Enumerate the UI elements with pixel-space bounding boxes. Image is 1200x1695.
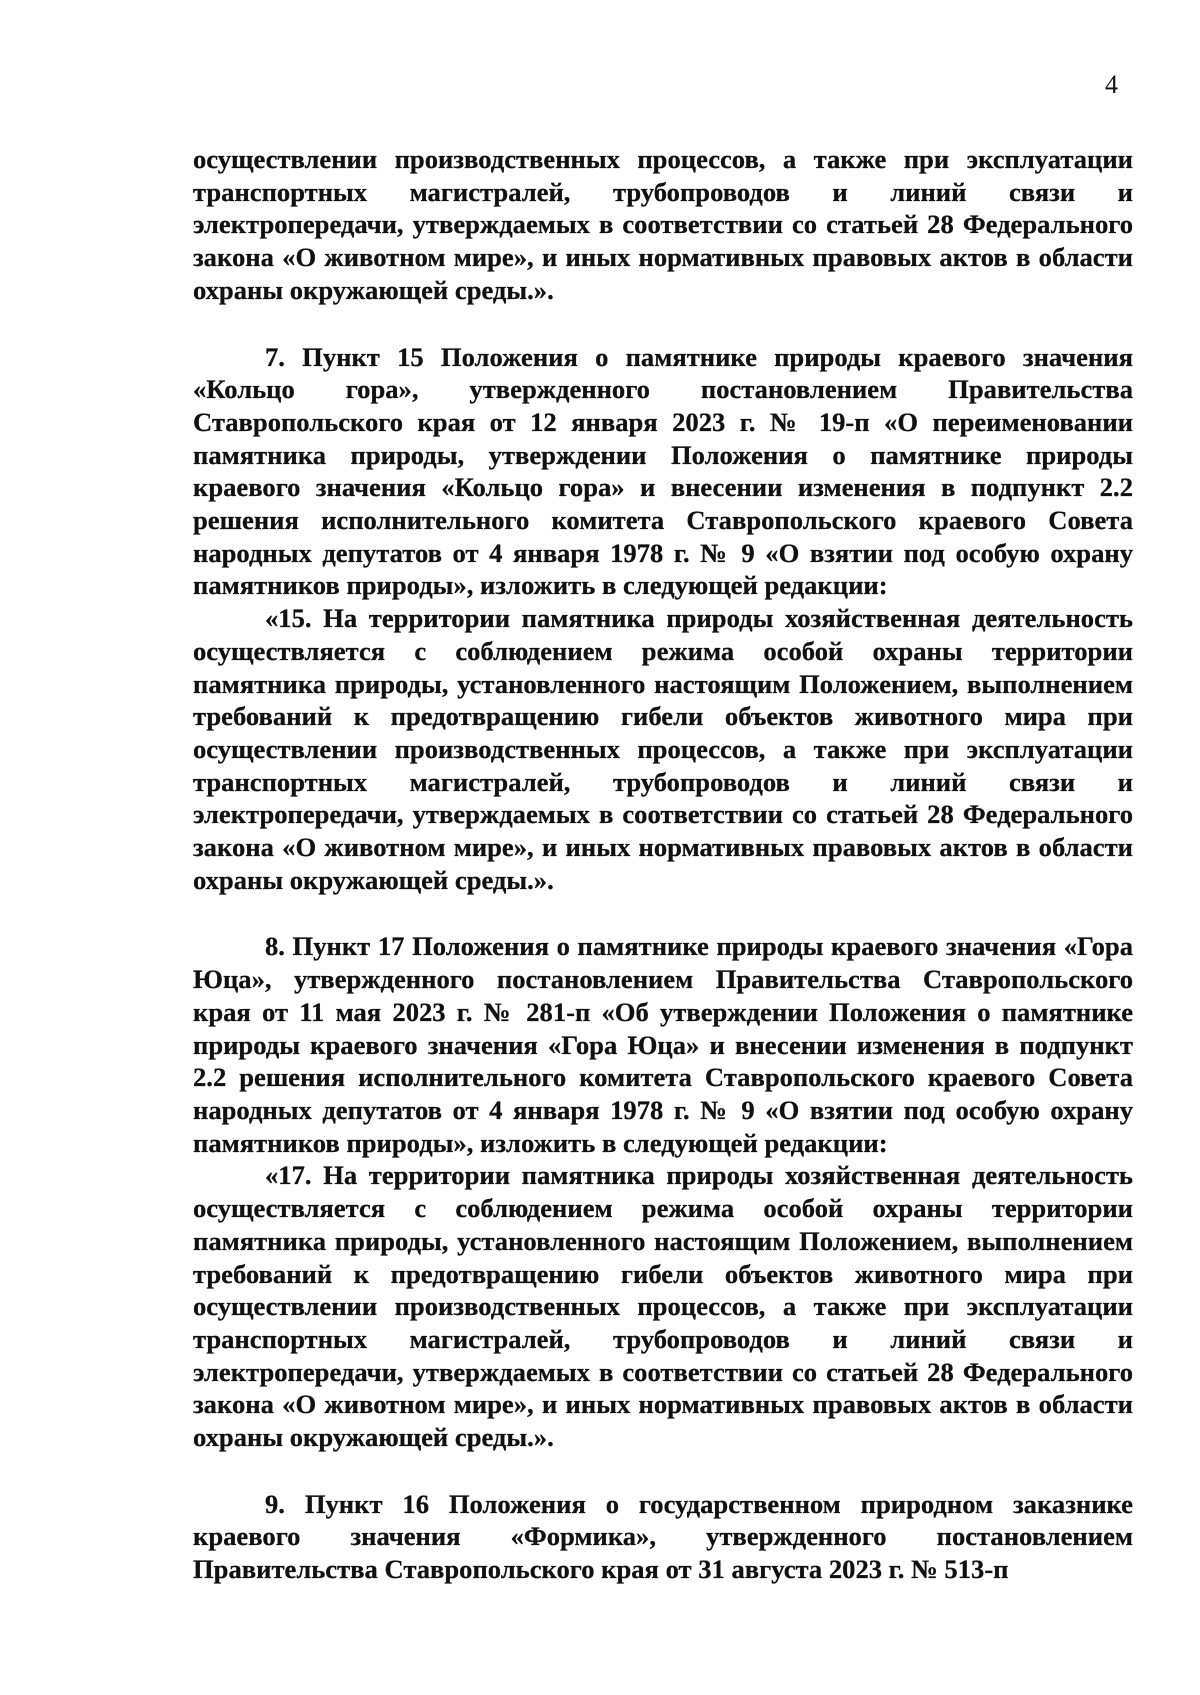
paragraph-item-9: 9. Пункт 16 Положения о государственном природном заказнике краевого значения «Формика», утвержденного постановлением Правительства Ставропольского края от 31 августа 2023 г. № 513-п	[193, 1488, 1133, 1585]
paragraph-quote-17: «17. На территории памятника природы хозяйственная деятельность осуществляется с соблюдением режима особой охраны территории памятника природы, установленного настоящим Положением, выполнением требований к предотвращению гибели объектов животного мира при осуществлении производственных процессов, а также при эксплуатации транспортных магистралей, трубопроводов и линий связи и электропередачи, утверждаемых в соответствии со статьей 28 Федерального закона «О животном мире», и иных нормативных правовых актов в области охраны окружающей среды.».	[193, 1160, 1133, 1453]
paragraph-quote-15: «15. На территории памятника природы хозяйственная деятельность осуществляется с соблюдением режима особой охраны территории памятника природы, установленного настоящим Положением, выполнением требований к предотвращению гибели объектов животного мира при осуществлении производственных процессов, а также при эксплуатации транспортных магистралей, трубопроводов и линий связи и электропередачи, утверждаемых в соответствии со статьей 28 Федерального закона «О животном мире», и иных нормативных правовых актов в области охраны окружающей среды.».	[193, 603, 1133, 895]
document-body	[193, 143, 1133, 1586]
page-number: 4	[1105, 70, 1118, 99]
paragraph-gap	[193, 1454, 1133, 1488]
paragraph-item-7: 7. Пункт 15 Положения о памятнике природы краевого значения «Кольцо гора», утвержденного постановлением Правительства Ставропольского края от 12 января 2023 г. № 19-п «О переименовании памятника природы, утверждении Положения о памятнике природы краевого значения «Кольцо гора» и внесении изменения в подпункт 2.2 решения исполнительного комитета Ставропольского краевого Совета народных депутатов от 4 января 1978 г. № 9 «О взятии под особую охрану памятников природы», изложить в следующей редакции:	[193, 341, 1133, 601]
paragraph-item-8: 8. Пункт 17 Положения о памятнике природы краевого значения «Гора Юца», утвержденного постановлением Правительства Ставропольского края от 11 мая 2023 г. № 281-п «Об утверждении Положения о памятнике природы краевого значения «Гора Юца» и внесении изменения в подпункт 2.2 решения исполнительного комитета Ставропольского краевого Совета народных депутатов от 4 января 1978 г. № 9 «О взятии под особую охрану памятников природы», изложить в следующей редакции:	[193, 931, 1133, 1158]
paragraph-gap	[193, 307, 1133, 341]
paragraph-gap	[193, 896, 1133, 930]
paragraph-continuation: осуществлении производственных процессов, а также при эксплуатации транспортных магистралей, трубопроводов и линий связи и электропередачи, утверждаемых в соответствии со статьей 28 Федерального закона «О животном мире», и иных нормативных правовых актов в области охраны окружающей среды.».	[193, 144, 1133, 305]
